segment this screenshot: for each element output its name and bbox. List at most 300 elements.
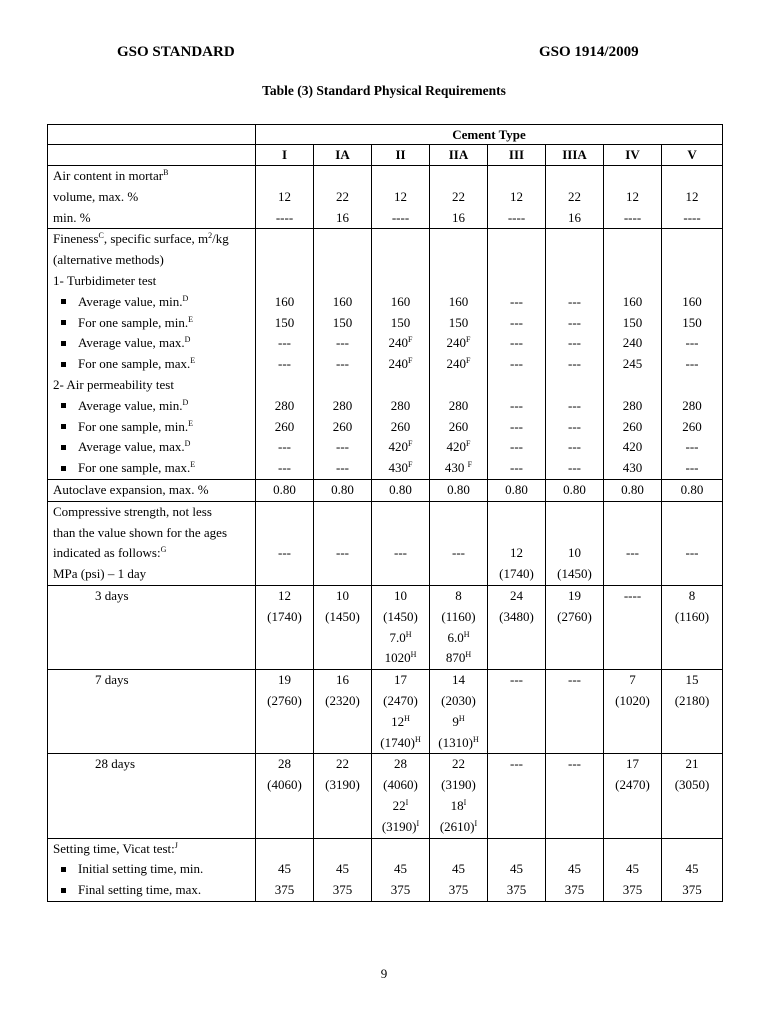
value-line bbox=[314, 313, 371, 334]
value-line bbox=[372, 208, 429, 229]
cell-value: 24 bbox=[510, 587, 523, 603]
cell-value: 870 bbox=[445, 650, 466, 666]
cell-value: 375 bbox=[332, 882, 353, 898]
blank-line bbox=[546, 229, 603, 250]
setting-time-cell bbox=[314, 838, 372, 901]
bullet-item bbox=[53, 859, 255, 880]
cell-value: --- bbox=[568, 293, 581, 309]
value-line bbox=[488, 292, 545, 313]
value-line bbox=[430, 607, 487, 628]
type-label: IA bbox=[335, 147, 350, 162]
cell-value: (1160) bbox=[441, 608, 476, 624]
cell-value: --- bbox=[510, 418, 523, 434]
header-row-types bbox=[48, 145, 723, 166]
bullet-item bbox=[53, 333, 255, 354]
cell-value: (4060) bbox=[383, 777, 418, 793]
cell-value: --- bbox=[510, 293, 523, 309]
bullet-item bbox=[53, 396, 255, 417]
value-line bbox=[256, 354, 313, 375]
cell-value: --- bbox=[568, 460, 581, 476]
blank-line bbox=[430, 523, 487, 544]
value-line bbox=[372, 543, 429, 564]
cell-value: 21 bbox=[685, 756, 699, 772]
value-line bbox=[662, 313, 722, 334]
cell-value: 260 bbox=[622, 418, 643, 434]
value-line bbox=[488, 754, 545, 775]
cell-value: 150 bbox=[274, 314, 295, 330]
air-content-cell bbox=[604, 166, 662, 229]
cell-value: 240 bbox=[388, 335, 409, 351]
cell-value: 12 bbox=[510, 545, 523, 561]
cell-value: 16 bbox=[452, 209, 465, 225]
type-label: II bbox=[395, 147, 406, 162]
autoclave-row bbox=[48, 479, 723, 501]
footnote-marker: D bbox=[182, 293, 189, 303]
cell-value: 18 bbox=[450, 797, 464, 813]
value-line bbox=[488, 417, 545, 438]
value-line bbox=[256, 292, 313, 313]
cell-value: 16 bbox=[336, 672, 349, 688]
value-line bbox=[372, 586, 429, 607]
value-line bbox=[546, 292, 603, 313]
cell-value: --- bbox=[278, 356, 291, 372]
value-line bbox=[430, 712, 487, 733]
value-line bbox=[488, 607, 545, 628]
value-line bbox=[372, 712, 429, 733]
footnote-marker: I bbox=[416, 818, 420, 828]
value-line bbox=[546, 607, 603, 628]
setting-time-cell bbox=[604, 838, 662, 901]
strength-cell bbox=[314, 754, 372, 838]
blank-line bbox=[256, 502, 313, 523]
day1-cell bbox=[314, 501, 372, 585]
blank-line bbox=[546, 502, 603, 523]
cell-line bbox=[53, 502, 255, 523]
footnote-marker: F bbox=[466, 335, 471, 345]
value-line bbox=[662, 292, 722, 313]
autoclave-cell bbox=[604, 479, 662, 501]
cell-value: 375 bbox=[506, 882, 527, 898]
value-line bbox=[488, 859, 545, 880]
footnote-marker: G bbox=[160, 545, 167, 555]
blank-line bbox=[314, 229, 371, 250]
blank-line bbox=[546, 375, 603, 396]
value-line bbox=[256, 607, 313, 628]
row-label: volume, max. % bbox=[53, 188, 139, 204]
age-label: 7 days bbox=[95, 672, 129, 688]
cell-value: 0.80 bbox=[389, 481, 412, 497]
autoclave-cell bbox=[546, 479, 604, 501]
age-row bbox=[48, 754, 723, 838]
bullet-icon bbox=[61, 466, 66, 471]
cell-value: 260 bbox=[274, 418, 295, 434]
blank-line bbox=[314, 250, 371, 271]
value-line bbox=[314, 859, 371, 880]
blank-line bbox=[372, 839, 429, 860]
strength-cell bbox=[314, 670, 372, 754]
footnote-marker: D bbox=[184, 439, 191, 449]
row-label: For one sample, max. bbox=[78, 356, 191, 372]
cell-value: 8 bbox=[455, 587, 462, 603]
value-line bbox=[662, 754, 722, 775]
cell-value: (2470) bbox=[615, 777, 650, 793]
cell-value: 22 bbox=[452, 188, 465, 204]
value-line bbox=[430, 417, 487, 438]
cell-value: 0.80 bbox=[447, 481, 470, 497]
cell-line bbox=[53, 375, 255, 396]
cell-value: (2030) bbox=[441, 692, 476, 708]
row-label: Compressive strength, not less bbox=[53, 503, 212, 519]
cell-value: --- bbox=[510, 756, 523, 772]
value-line bbox=[604, 354, 661, 375]
age-label-cell bbox=[48, 585, 256, 669]
value-line bbox=[662, 208, 722, 229]
value-line bbox=[430, 480, 487, 501]
blank-line bbox=[488, 523, 545, 544]
blank-line bbox=[430, 166, 487, 187]
cell-value: 260 bbox=[448, 418, 469, 434]
day1-cell bbox=[256, 501, 314, 585]
age-row bbox=[48, 585, 723, 669]
cell-value: (1450) bbox=[383, 608, 418, 624]
cell-value: 280 bbox=[448, 397, 469, 413]
day1-cell bbox=[488, 501, 546, 585]
footnote-marker: F bbox=[467, 460, 473, 470]
cement-type-header bbox=[256, 125, 723, 145]
bullet-item bbox=[53, 437, 255, 458]
bullet-icon bbox=[61, 362, 66, 367]
value-line bbox=[604, 396, 661, 417]
cell-value: --- bbox=[568, 756, 581, 772]
cell-value: --- bbox=[568, 672, 581, 688]
value-line bbox=[256, 208, 313, 229]
value-line bbox=[546, 754, 603, 775]
strength-cell bbox=[662, 754, 723, 838]
cell-value: --- bbox=[336, 439, 349, 455]
cell-value: 240 bbox=[622, 335, 643, 351]
value-line bbox=[546, 458, 603, 479]
cell-value: 150 bbox=[448, 314, 469, 330]
document-header-left: GSO STANDARD bbox=[117, 44, 235, 60]
cell-value: 28 bbox=[278, 756, 291, 772]
cell-value: 160 bbox=[682, 293, 702, 309]
cell-value: 45 bbox=[394, 861, 407, 877]
fineness-label bbox=[48, 229, 256, 480]
value-line bbox=[372, 691, 429, 712]
bullet-item bbox=[53, 458, 255, 479]
value-line bbox=[662, 607, 722, 628]
cell-value: (3190) bbox=[381, 818, 417, 834]
cell-value: 260 bbox=[682, 418, 702, 434]
blank-line bbox=[314, 375, 371, 396]
footnote-marker: E bbox=[190, 460, 196, 470]
blank-line bbox=[53, 648, 255, 669]
cell-value: --- bbox=[510, 356, 523, 372]
footnote-marker: I bbox=[405, 797, 409, 807]
blank-line bbox=[372, 271, 429, 292]
cell-value: 375 bbox=[390, 882, 411, 898]
blank-line bbox=[488, 375, 545, 396]
page-number: 9 bbox=[380, 966, 388, 981]
value-line bbox=[314, 333, 371, 354]
value-line bbox=[372, 754, 429, 775]
cell-value: --- bbox=[394, 545, 407, 561]
air-content-cell bbox=[256, 166, 314, 229]
cell-line bbox=[53, 523, 255, 544]
section-title: 2- Air permeability test bbox=[53, 376, 174, 392]
air-content-cell bbox=[662, 166, 723, 229]
cell-value: 22 bbox=[336, 756, 349, 772]
cell-value: 375 bbox=[448, 882, 469, 898]
cell-value: 7 bbox=[629, 672, 636, 688]
value-line bbox=[662, 670, 722, 691]
cell-value: 9 bbox=[452, 713, 459, 729]
value-line bbox=[256, 754, 313, 775]
type-label: IIIA bbox=[562, 147, 587, 162]
cell-value: 160 bbox=[390, 293, 411, 309]
row-label: /kg bbox=[212, 231, 229, 247]
cell-value: ---- bbox=[683, 209, 701, 225]
type-header-1 bbox=[314, 145, 372, 166]
type-header-5 bbox=[546, 145, 604, 166]
type-label: IIA bbox=[448, 147, 469, 162]
physical-requirements-table bbox=[47, 124, 723, 902]
value-line bbox=[314, 754, 371, 775]
bullet-icon bbox=[61, 403, 66, 408]
bullet-item bbox=[53, 880, 255, 901]
cell-value: ---- bbox=[623, 209, 642, 225]
value-line bbox=[256, 187, 313, 208]
blank-line bbox=[604, 839, 661, 860]
cell-value: (3190) bbox=[325, 777, 360, 793]
age-label-line bbox=[53, 586, 255, 607]
blank-line bbox=[604, 229, 661, 250]
value-line bbox=[430, 628, 487, 649]
blank-line bbox=[604, 166, 661, 187]
value-line bbox=[604, 859, 661, 880]
footnote-marker: I bbox=[463, 797, 467, 807]
cell-value: 45 bbox=[278, 861, 291, 877]
cell-value: 6.0 bbox=[447, 629, 464, 645]
value-line bbox=[256, 543, 313, 564]
value-line bbox=[430, 187, 487, 208]
bullet-icon bbox=[61, 341, 66, 346]
value-line bbox=[256, 670, 313, 691]
row-label: For one sample, min. bbox=[78, 314, 189, 330]
value-line bbox=[256, 437, 313, 458]
cell-value: 0.80 bbox=[505, 481, 528, 497]
header-wrap bbox=[256, 125, 722, 144]
strength-cell bbox=[604, 670, 662, 754]
blank-line bbox=[430, 229, 487, 250]
blank-line bbox=[53, 607, 255, 628]
cell-value: --- bbox=[278, 335, 291, 351]
value-line bbox=[662, 458, 722, 479]
value-line bbox=[314, 417, 371, 438]
blank-line bbox=[314, 523, 371, 544]
cell-value: 16 bbox=[568, 209, 581, 225]
blank-line bbox=[53, 712, 255, 733]
value-line bbox=[372, 458, 429, 479]
blank-line bbox=[53, 628, 255, 649]
bullet-item bbox=[53, 292, 255, 313]
value-line bbox=[372, 187, 429, 208]
value-line bbox=[372, 480, 429, 501]
cell-value: 420 bbox=[622, 439, 643, 455]
value-line bbox=[372, 333, 429, 354]
value-line bbox=[430, 691, 487, 712]
fineness-cell bbox=[488, 229, 546, 480]
cell-value: 375 bbox=[682, 882, 702, 898]
cell-value: --- bbox=[568, 418, 581, 434]
value-line bbox=[430, 208, 487, 229]
cell-value: --- bbox=[510, 397, 523, 413]
value-line bbox=[662, 859, 722, 880]
blank-line bbox=[314, 166, 371, 187]
value-line bbox=[604, 586, 661, 607]
cell-value: 22 bbox=[452, 756, 465, 772]
value-line bbox=[372, 796, 429, 817]
autoclave-cell bbox=[314, 479, 372, 501]
cell-value: 15 bbox=[685, 672, 699, 688]
value-line bbox=[430, 292, 487, 313]
cell-value: 420 bbox=[446, 439, 467, 455]
type-header-2 bbox=[372, 145, 430, 166]
blank-line bbox=[662, 250, 722, 271]
value-line bbox=[256, 775, 313, 796]
cell-value: 28 bbox=[394, 756, 407, 772]
value-line bbox=[372, 880, 429, 901]
value-line bbox=[662, 437, 722, 458]
day1-cell bbox=[604, 501, 662, 585]
value-line bbox=[314, 458, 371, 479]
row-label: Average value, min. bbox=[78, 397, 183, 413]
blank-line bbox=[662, 229, 722, 250]
cell-value: 150 bbox=[622, 314, 643, 330]
row-label: Fineness bbox=[53, 231, 99, 247]
value-line bbox=[314, 543, 371, 564]
value-line bbox=[662, 543, 722, 564]
value-line bbox=[604, 543, 661, 564]
cell-value: (4060) bbox=[267, 777, 302, 793]
cell-value: 420 bbox=[388, 439, 409, 455]
autoclave-cell bbox=[488, 479, 546, 501]
cell-value: --- bbox=[568, 397, 581, 413]
day1-cell bbox=[430, 501, 488, 585]
autoclave-cell bbox=[430, 479, 488, 501]
cell-line bbox=[53, 229, 255, 250]
value-line bbox=[372, 670, 429, 691]
blank-line bbox=[546, 839, 603, 860]
cell-line bbox=[53, 543, 255, 564]
value-line bbox=[488, 313, 545, 334]
cell-value: 45 bbox=[568, 861, 581, 877]
footnote-marker: H bbox=[410, 650, 417, 660]
age-row bbox=[48, 670, 723, 754]
footnote-marker: J bbox=[174, 840, 178, 850]
blank-line bbox=[662, 502, 722, 523]
value-line bbox=[488, 480, 545, 501]
setting-time-label bbox=[48, 838, 256, 901]
blank-line bbox=[314, 839, 371, 860]
cell-value: 375 bbox=[274, 882, 295, 898]
blank-line bbox=[546, 166, 603, 187]
value-line bbox=[546, 670, 603, 691]
fineness-row bbox=[48, 229, 723, 480]
cell-value: --- bbox=[685, 545, 699, 561]
value-line bbox=[314, 354, 371, 375]
blank-line bbox=[53, 691, 255, 712]
value-line bbox=[604, 313, 661, 334]
cell-line bbox=[53, 271, 255, 292]
setting-time-cell bbox=[546, 838, 604, 901]
footnote-marker: H bbox=[458, 713, 465, 723]
cell-value: 280 bbox=[682, 397, 702, 413]
blank-line bbox=[314, 271, 371, 292]
value-line bbox=[256, 880, 313, 901]
row-label: Initial setting time, min. bbox=[78, 861, 204, 877]
strength-cell bbox=[256, 585, 314, 669]
blank-line bbox=[604, 502, 661, 523]
footnote-marker: H bbox=[465, 650, 472, 660]
type-label: I bbox=[281, 147, 288, 162]
cell-value: 430 bbox=[622, 460, 643, 476]
blank-line bbox=[314, 564, 371, 585]
value-line bbox=[430, 670, 487, 691]
footnote-marker: B bbox=[163, 168, 169, 177]
value-line bbox=[488, 458, 545, 479]
value-line bbox=[430, 880, 487, 901]
value-line bbox=[314, 396, 371, 417]
value-line bbox=[488, 670, 545, 691]
value-line bbox=[314, 586, 371, 607]
air-content-cell bbox=[488, 166, 546, 229]
value-line bbox=[372, 775, 429, 796]
strength-cell bbox=[604, 585, 662, 669]
cell-value: 12 bbox=[685, 188, 699, 204]
value-line bbox=[430, 733, 487, 754]
value-line bbox=[662, 775, 722, 796]
cell-value: --- bbox=[336, 335, 349, 351]
value-line bbox=[372, 354, 429, 375]
value-line bbox=[546, 586, 603, 607]
cell-value: --- bbox=[568, 335, 581, 351]
setting-time-cell bbox=[488, 838, 546, 901]
value-line bbox=[662, 354, 722, 375]
blank-line bbox=[604, 250, 661, 271]
cell-line bbox=[53, 564, 255, 585]
value-line bbox=[488, 187, 545, 208]
cell-value: (1740) bbox=[267, 608, 302, 624]
cell-value: 260 bbox=[332, 418, 353, 434]
footnote-marker: H bbox=[414, 734, 421, 744]
blank-line bbox=[488, 271, 545, 292]
value-line bbox=[546, 396, 603, 417]
value-line bbox=[488, 586, 545, 607]
air-content-label bbox=[48, 166, 256, 229]
blank-line bbox=[662, 375, 722, 396]
row-label: Final setting time, max. bbox=[78, 882, 202, 898]
footnote-marker: F bbox=[466, 439, 471, 449]
value-line bbox=[430, 754, 487, 775]
cell-value: --- bbox=[510, 335, 523, 351]
blank-line bbox=[314, 502, 371, 523]
blank-line bbox=[256, 271, 313, 292]
fineness-cell bbox=[604, 229, 662, 480]
footnote-marker: H bbox=[405, 629, 412, 639]
footnote-marker: F bbox=[408, 335, 413, 345]
footnote-marker: H bbox=[463, 629, 470, 639]
